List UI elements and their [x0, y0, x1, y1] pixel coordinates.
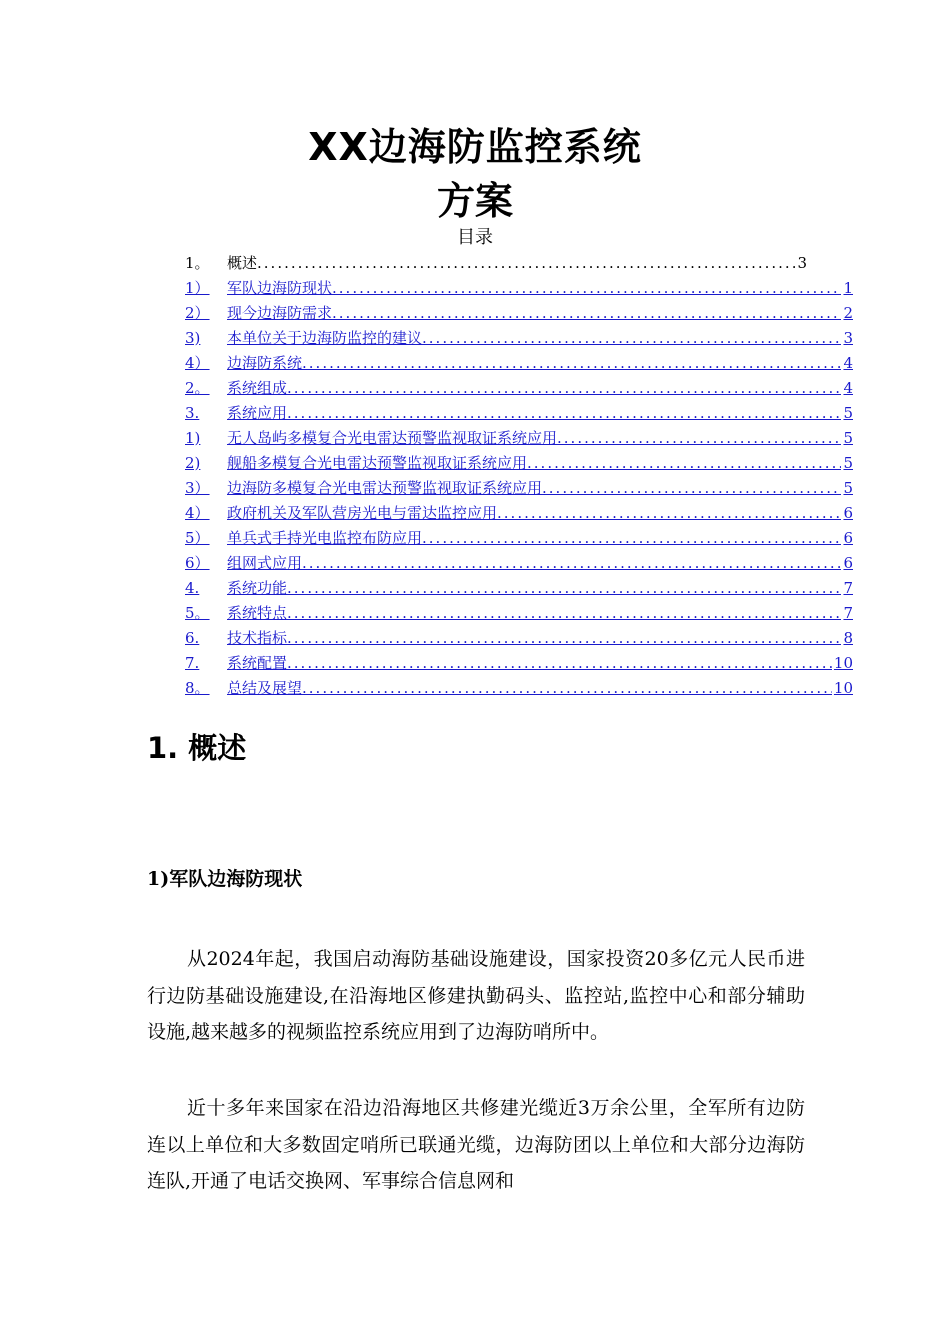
toc-entry-number: 1） — [185, 279, 210, 297]
toc-entry-page: 5 — [843, 404, 853, 422]
toc-dot-leader — [287, 601, 841, 626]
toc-entry-number: 5。 — [185, 604, 210, 622]
toc-entry-number: 1。 — [185, 254, 210, 272]
toc-entry-title: 技术指标 — [227, 629, 288, 647]
toc-entry-title: 系统组成 — [227, 379, 288, 397]
section-heading: 1. 概述 — [147, 731, 247, 765]
toc-entry-page: 3 — [797, 254, 807, 272]
toc-entry-page: 10 — [833, 654, 853, 672]
table-of-contents — [185, 251, 853, 701]
toc-dot-leader — [527, 451, 841, 476]
toc-entry-number: 3) — [185, 329, 201, 347]
toc-entry-title: 军队边海防现状 — [227, 279, 333, 297]
toc-entry-title: 总结及展望 — [227, 679, 303, 697]
toc-entry-number: 2) — [185, 454, 201, 472]
toc-entry-page: 6 — [843, 554, 853, 572]
toc-entry-number: 4） — [185, 504, 210, 522]
toc-dot-leader — [332, 301, 841, 326]
toc-dot-leader — [422, 326, 841, 351]
toc-entry[interactable] — [185, 351, 853, 376]
toc-entry-number: 4. — [185, 579, 200, 597]
toc-dot-leader — [287, 651, 832, 676]
toc-entry-title: 边海防多模复合光电雷达预警监视取证系统应用 — [227, 479, 543, 497]
toc-entry-page: 5 — [843, 454, 853, 472]
toc-entry-page: 5 — [843, 429, 853, 447]
toc-entry-number: 7. — [185, 654, 200, 672]
toc-entry[interactable] — [185, 526, 853, 551]
toc-entry-title: 本单位关于边海防监控的建议 — [227, 329, 423, 347]
toc-entry-title: 边海防系统 — [227, 354, 303, 372]
toc-entry-page: 5 — [843, 479, 853, 497]
toc-entry[interactable] — [185, 676, 853, 701]
toc-entry-title: 系统功能 — [227, 579, 288, 597]
toc-entry-page: 6 — [843, 529, 853, 547]
toc-dot-leader — [332, 276, 841, 301]
toc-dot-leader — [302, 676, 832, 701]
toc-entry[interactable] — [185, 551, 853, 576]
toc-dot-leader — [422, 526, 841, 551]
body-paragraph: 从2024年起，我国启动海防基础设施建设，国家投资20多亿元人民币进行边防基础设施建设,在沿海地区修建执勤码头、监控站,监控中心和部分辅助设施,越来越多的视频监控系统应用到了边海防哨所中。 — [147, 948, 805, 1043]
toc-entry-number: 6. — [185, 629, 200, 647]
toc-entry-title: 现今边海防需求 — [227, 304, 333, 322]
toc-entry[interactable] — [185, 451, 853, 476]
toc-dot-leader — [287, 376, 841, 401]
toc-entry-number: 4） — [185, 354, 210, 372]
toc-entry[interactable] — [185, 326, 853, 351]
toc-entry-number: 3. — [185, 404, 200, 422]
toc-entry-number: 6） — [185, 554, 210, 572]
toc-entry[interactable] — [185, 276, 853, 301]
toc-entry-number: 3） — [185, 479, 210, 497]
toc-dot-leader — [302, 551, 841, 576]
toc-dot-leader — [557, 426, 841, 451]
document-title-continued: 方案 — [436, 179, 513, 223]
toc-entry-page: 3 — [843, 329, 853, 347]
toc-dot-leader — [257, 251, 795, 276]
toc-entry-title: 无人岛屿多模复合光电雷达预警监视取证系统应用 — [227, 429, 558, 447]
toc-entry-page: 8 — [843, 629, 853, 647]
toc-entry-page: 7 — [843, 579, 853, 597]
toc-entry-page: 2 — [843, 304, 853, 322]
toc-dot-leader — [287, 626, 841, 651]
toc-dot-leader — [287, 401, 841, 426]
toc-entry[interactable] — [185, 301, 853, 326]
toc-entry-page: 7 — [843, 604, 853, 622]
toc-entry-page: 10 — [833, 679, 853, 697]
toc-dot-leader — [287, 576, 841, 601]
toc-entry[interactable] — [185, 426, 853, 451]
toc-entry[interactable] — [185, 401, 853, 426]
toc-entry-title: 系统特点 — [227, 604, 288, 622]
toc-entry[interactable] — [185, 576, 853, 601]
toc-heading: 目录 — [457, 227, 493, 248]
toc-entry-number: 2。 — [185, 379, 210, 397]
toc-entry-page: 6 — [843, 504, 853, 522]
toc-dot-leader — [497, 501, 841, 526]
toc-entry[interactable] — [185, 476, 853, 501]
toc-entry-title: 组网式应用 — [227, 554, 303, 572]
toc-dot-leader — [542, 476, 841, 501]
toc-entry — [185, 251, 807, 276]
toc-entry-page: 1 — [843, 279, 853, 297]
toc-entry-title: 单兵式手持光电监控布防应用 — [227, 529, 423, 547]
toc-entry[interactable] — [185, 376, 853, 401]
toc-entry-number: 5） — [185, 529, 210, 547]
toc-entry-number: 2） — [185, 304, 210, 322]
toc-entry-page: 4 — [843, 354, 853, 372]
subsection-heading: 1)军队边海防现状 — [147, 868, 303, 890]
body-paragraph: 近十多年来国家在沿边沿海地区共修建光缆近3万余公里，全军所有边防连以上单位和大多数固定哨所已联通光缆，边海防团以上单位和大部分边海防连队,开通了电话交换网、军事综合信息网和 — [147, 1097, 805, 1192]
toc-entry[interactable] — [185, 651, 853, 676]
toc-entry-title: 政府机关及军队营房光电与雷达监控应用 — [227, 504, 498, 522]
toc-entry-page: 4 — [843, 379, 853, 397]
toc-entry[interactable] — [185, 601, 853, 626]
toc-entry-title: 系统应用 — [227, 404, 288, 422]
toc-entry[interactable] — [185, 626, 853, 651]
toc-entry-title: 概述 — [227, 254, 258, 272]
toc-entry-title: 系统配置 — [227, 654, 288, 672]
toc-dot-leader — [302, 351, 841, 376]
toc-entry-title: 舰船多模复合光电雷达预警监视取证系统应用 — [227, 454, 528, 472]
toc-entry-number: 1) — [185, 429, 201, 447]
toc-entry-number: 8。 — [185, 679, 210, 697]
document-title: XX边海防监控系统 — [308, 125, 642, 169]
toc-entry[interactable] — [185, 501, 853, 526]
